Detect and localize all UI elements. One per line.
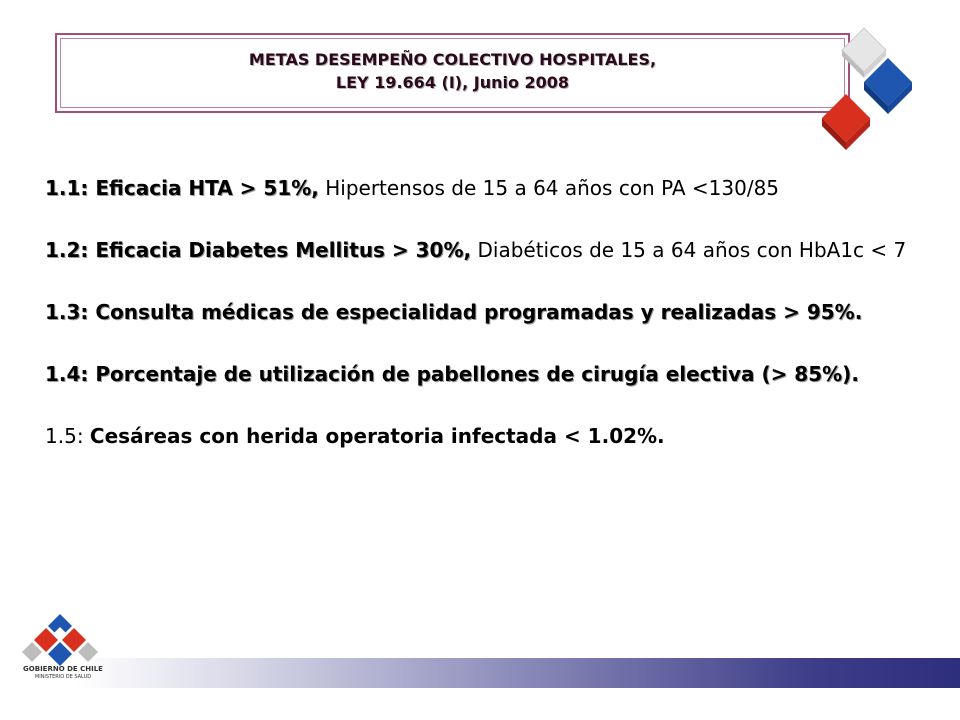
logo-line2: MINISTERIO DE SALUD	[34, 674, 92, 680]
item-1-5-prefix: 1.5	[45, 424, 77, 448]
slide-title-line2: LEY 19.664 (I), Junio 2008	[335, 73, 570, 92]
list-item-1-5	[45, 423, 923, 449]
list-item-1-2	[45, 237, 923, 263]
slide-title-line1: METAS DESEMPEÑO COLECTIVO HOSPITALES,	[248, 50, 657, 69]
list-item-1-1	[45, 175, 923, 201]
item-1-5-bold: Cesáreas con herida operatoria infectada < 1.02%.	[89, 424, 665, 448]
item-1-3-bold: 1.3: Consulta médicas de especialidad programadas y realizadas > 95%.	[45, 300, 863, 324]
item-1-4-bold: 1.4: Porcentaje de utilización de pabellones de cirugía electiva (> 85%).	[45, 362, 859, 386]
list-item-1-4	[45, 361, 923, 387]
title-box	[55, 33, 850, 113]
gobierno-de-chile-logo-icon	[20, 612, 100, 692]
item-1-1-text: Hipertensos de 15 a 64 años con PA <130/85	[318, 176, 780, 200]
item-1-5-separator: :	[76, 424, 90, 448]
logo-line1: GOBIERNO DE CHILE	[23, 665, 103, 673]
item-1-2-bold: 1.2: Eficacia Diabetes Mellitus > 30%,	[45, 238, 472, 262]
footer-gradient-bar	[0, 658, 960, 688]
item-1-2-text: Diabéticos de 15 a 64 años con HbA1c < 7	[471, 238, 907, 262]
item-1-1-bold: 1.1: Eficacia HTA > 51%,	[45, 176, 319, 200]
goals-list	[45, 175, 923, 449]
list-item-1-3	[45, 299, 923, 325]
slide-title	[57, 48, 848, 94]
decorative-cubes-icon	[812, 22, 922, 152]
